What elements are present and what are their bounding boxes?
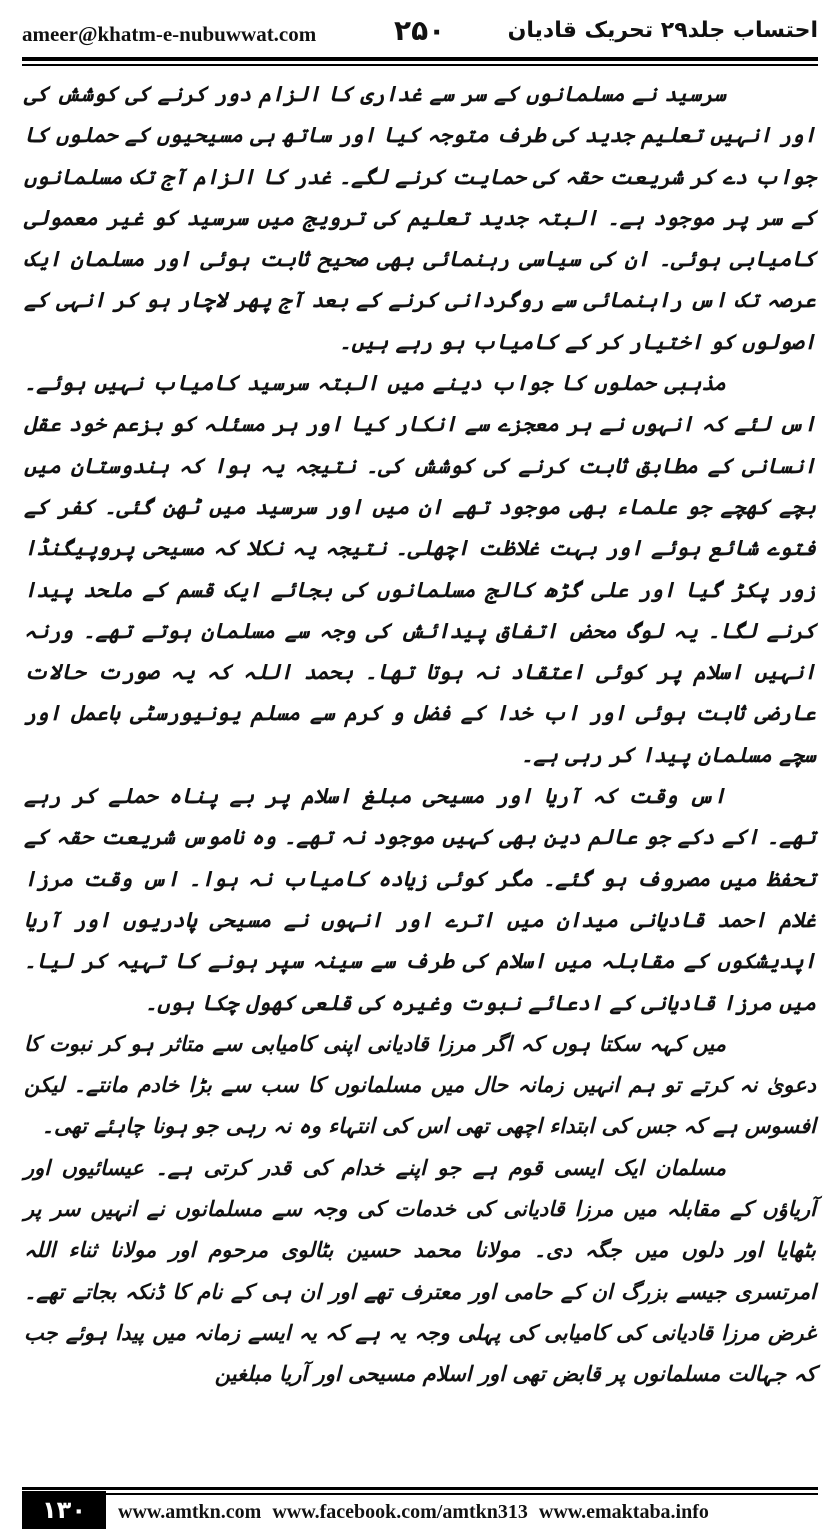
footer-url-facebook[interactable]: www.facebook.com/amtkn313: [272, 1501, 528, 1523]
footer-rule-thin: [22, 1493, 818, 1495]
footer-urls: [118, 1501, 818, 1524]
paragraph-2: مذہبی حملوں کا جواب دینے میں البتہ سرسید کامیاب نہیں ہوئے۔ اس لئے کہ انہوں نے ہر معجزے سے انکار کیا اور ہر مسئلہ کو بزعم خود عقل انسانی کے مطابق ثابت کرنے کی کوشش کی۔ نتیجہ یہ ہوا کہ ہندوستان میں بچے کھچے جو علماء بھی موجود تھے ان میں اور سرسید میں ٹھن گئی۔ کفر کے فتوے شائع ہوئے اور بہت غلاظت اچھلی۔ نتیجہ یہ نکلا کہ مسیحی پروپیگنڈا زور پکڑ گیا اور علی گڑھ کالج مسلمانوں کی بجائے ایک قسم کے ملحد پیدا کرنے لگا۔ یہ لوگ محض اتفاق پیدائش کی وجہ سے مسلمان ہوتے تھے۔ ورنہ انہیں اسلام پر کوئی اعتقاد نہ ہوتا تھا۔ بحمد اللہ کہ یہ صورت حالات عارضی ثابت ہوئی اور اب خدا کے فضل و کرم سے مسلم یونیورسٹی باعمل اور سچے مسلمان پیدا کر رہی ہے۔: [24, 371, 816, 767]
header-rule-thick: [22, 57, 818, 61]
paragraph-1: سرسید نے مسلمانوں کے سر سے غداری کا الزام دور کرنے کی کوشش کی اور انہیں تعلیم جدید کی طرف متوجہ کیا اور ساتھ ہی مسیحیوں کے حملوں کا جواب دے کر شریعت حقہ کی حمایت کرنے لگے۔ غدر کا الزام آج تک مسلمانوں کے سر پر موجود ہے۔ البتہ جدید تعلیم کی ترویج میں سرسید کو غیر معمولی کامیابی ہوئی۔ ان کی سیاسی رہنمائی بھی صحیح ثابت ہوئی اور مسلمان ایک عرصہ تک اس راہنمائی سے روگردانی کرنے کے بعد آج پھر لاچار ہو کر انہی کے اصولوں کو اختیار کر کے کامیاب ہو رہے ہیں۔: [24, 82, 816, 354]
page-footer: [22, 1487, 818, 1531]
paragraph-4: میں کہہ سکتا ہوں کہ اگر مرزا قادیانی اپنی کامیابی سے متاثر ہو کر نبوت کا دعویٰ نہ کرتے تو ہم انہیں زمانہ حال میں مسلمانوں کا سب سے بڑا خادم مانتے۔ لیکن افسوس ہے کہ جس کی ابتداء اچھی تھی اس کی انتہاء وہ نہ رہی جو ہونا چاہئے تھی۔: [24, 1031, 816, 1139]
header-rule-thin: [22, 64, 818, 66]
body-text: [24, 74, 816, 1396]
header-email: ameer@khatm-e-nubuwwat.com: [22, 22, 317, 46]
header-page-number: ۲۵۰: [394, 14, 446, 47]
footer-url-emaktaba[interactable]: www.emaktaba.info: [538, 1501, 709, 1523]
footer-rule-thick: [22, 1487, 818, 1490]
footer-page-number: ۱۳۰: [22, 1491, 106, 1529]
paragraph-3: اس وقت کہ آریا اور مسیحی مبلغ اسلام پر بے پناہ حملے کر رہے تھے۔ اکے دکے جو عالم دین بھی کہیں موجود نہ تھے۔ وہ ناموس شریعت حقہ کے تحفظ میں مصروف ہو گئے۔ مگر کوئی زیادہ کامیاب نہ ہوا۔ اس وقت مرزا غلام احمد قادیانی میدان میں اترے اور انہوں نے مسیحی پادریوں اور آریا اپدیشکوں کے مقابلہ میں اسلام کی طرف سے سینہ سپر ہونے کا تہیہ کر لیا۔ میں مرزا قادیانی کے ادعائے نبوت وغیرہ کی قلعی کھول چکا ہوں۔: [24, 784, 816, 1015]
page-header: [22, 14, 818, 54]
header-book-title: احتساب جلد۲۹ تحریک قادیان: [507, 18, 818, 43]
footer-url-amtkn[interactable]: www.amtkn.com: [118, 1501, 262, 1523]
paragraph-5: مسلمان ایک ایسی قوم ہے جو اپنے خدام کی قدر کرتی ہے۔ عیسائیوں اور آریاؤں کے مقابلہ میں مرزا قادیانی کی خدمات کی وجہ سے مسلمانوں نے انہیں سر پر بٹھایا اور دلوں میں جگہ دی۔ مولانا محمد حسین بٹالوی مرحوم اور مولانا ثناء اللہ امرتسری جیسے بزرگ ان کے حامی اور معترف تھے اور ان ہی کے نام کا ڈنکہ بجاتے تھے۔ غرض مرزا قادیانی کی کامیابی کی پہلی وجہ یہ ہے کہ یہ ایسے زمانہ میں پیدا ہوئے جب کہ جہالت مسلمانوں پر قابض تھی اور اسلام مسیحی اور آریا مبلغین: [24, 1155, 816, 1387]
